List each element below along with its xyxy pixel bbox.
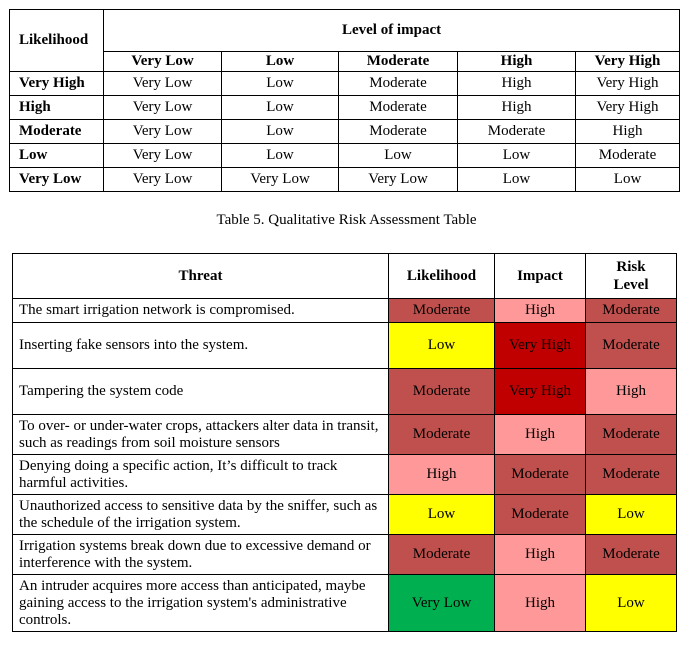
matrix-cell: Very Low [222, 168, 339, 192]
impact-level-header: Level of impact [104, 10, 680, 52]
risk-rating-cell: Moderate [586, 323, 677, 369]
likelihood-rating-cell: Moderate [389, 535, 495, 575]
threat-description: An intruder acquires more access than anticipated, maybe gaining access to the irrigation system's administrative controls. [13, 575, 389, 632]
likelihood-rating-cell: High [389, 455, 495, 495]
threat-row [13, 369, 677, 415]
matrix-cell: High [458, 72, 576, 96]
likelihood-row-label: Very High [10, 72, 104, 96]
matrix-cell: Moderate [339, 120, 458, 144]
matrix-cell: Moderate [458, 120, 576, 144]
risk-rating-cell: Moderate [586, 535, 677, 575]
risk-rating-cell: Moderate [586, 299, 677, 323]
threat-description: Denying doing a specific action, It’s difficult to track harmful activities. [13, 455, 389, 495]
matrix-row [10, 168, 680, 192]
matrix-cell: Very High [576, 96, 680, 120]
matrix-cell: Low [222, 120, 339, 144]
likelihood-rating-cell: Moderate [389, 369, 495, 415]
impact-column-header: Very Low [104, 52, 222, 72]
likelihood-rating-cell: Moderate [389, 415, 495, 455]
impact-rating-cell: High [495, 575, 586, 632]
likelihood-row-label: High [10, 96, 104, 120]
threat-row [13, 575, 677, 632]
threat-row [13, 323, 677, 369]
matrix-cell: Very Low [104, 144, 222, 168]
matrix-cell: Very High [576, 72, 680, 96]
likelihood-rating-cell: Low [389, 323, 495, 369]
impact-column-header: High [458, 52, 576, 72]
risk-level-header: Risk Level [586, 254, 677, 299]
matrix-cell: Very Low [104, 96, 222, 120]
matrix-cell: Very Low [339, 168, 458, 192]
matrix-cell: Very Low [104, 168, 222, 192]
matrix-cell: Very Low [104, 72, 222, 96]
risk-rating-cell: Moderate [586, 455, 677, 495]
likelihood-rating-cell: Very Low [389, 575, 495, 632]
threat-description: Unauthorized access to sensitive data by the sniffer, such as the schedule of the irrigation system. [13, 495, 389, 535]
matrix-cell: Moderate [576, 144, 680, 168]
matrix-cell: Low [458, 168, 576, 192]
likelihood-row-label: Low [10, 144, 104, 168]
matrix-cell: Very Low [104, 120, 222, 144]
impact-rating-cell: High [495, 415, 586, 455]
matrix-row [10, 144, 680, 168]
matrix-cell: Low [339, 144, 458, 168]
matrix-cell: High [458, 96, 576, 120]
risk-rating-cell: High [586, 369, 677, 415]
likelihood-row-label: Moderate [10, 120, 104, 144]
impact-rating-cell: High [495, 299, 586, 323]
matrix-cell: Low [222, 144, 339, 168]
impact-rating-cell: High [495, 535, 586, 575]
matrix-cell: Low [222, 96, 339, 120]
likelihood-corner-header: Likelihood [10, 10, 104, 72]
likelihood-row-label: Very Low [10, 168, 104, 192]
impact-header: Impact [495, 254, 586, 299]
matrix-cell: Moderate [339, 96, 458, 120]
threat-header: Threat [13, 254, 389, 299]
risk-rating-cell: Low [586, 575, 677, 632]
matrix-row [10, 120, 680, 144]
likelihood-header: Likelihood [389, 254, 495, 299]
threat-row [13, 495, 677, 535]
impact-column-header: Low [222, 52, 339, 72]
risk-rating-cell: Low [586, 495, 677, 535]
impact-rating-cell: Very High [495, 323, 586, 369]
matrix-cell: Moderate [339, 72, 458, 96]
risk-rating-cell: Moderate [586, 415, 677, 455]
impact-rating-cell: Very High [495, 369, 586, 415]
risk-matrix-table [9, 9, 680, 192]
threat-assessment-table [12, 253, 677, 632]
threat-description: Irrigation systems break down due to excessive demand or interference with the system. [13, 535, 389, 575]
impact-column-header: Moderate [339, 52, 458, 72]
likelihood-rating-cell: Moderate [389, 299, 495, 323]
matrix-cell: Low [458, 144, 576, 168]
matrix-cell: Low [576, 168, 680, 192]
impact-rating-cell: Moderate [495, 455, 586, 495]
impact-column-header: Very High [576, 52, 680, 72]
threat-description: The smart irrigation network is compromised. [13, 299, 389, 323]
matrix-cell: Low [222, 72, 339, 96]
threat-description: Tampering the system code [13, 369, 389, 415]
matrix-row [10, 72, 680, 96]
impact-rating-cell: Moderate [495, 495, 586, 535]
threat-row [13, 415, 677, 455]
threat-row [13, 455, 677, 495]
matrix-cell: High [576, 120, 680, 144]
matrix-row [10, 96, 680, 120]
threat-description: Inserting fake sensors into the system. [13, 323, 389, 369]
threat-description: To over- or under-water crops, attackers alter data in transit, such as readings from soil moisture sensors [13, 415, 389, 455]
threat-row [13, 535, 677, 575]
likelihood-rating-cell: Low [389, 495, 495, 535]
table-caption: Table 5. Qualitative Risk Assessment Table [216, 212, 477, 228]
threat-row [13, 299, 677, 323]
